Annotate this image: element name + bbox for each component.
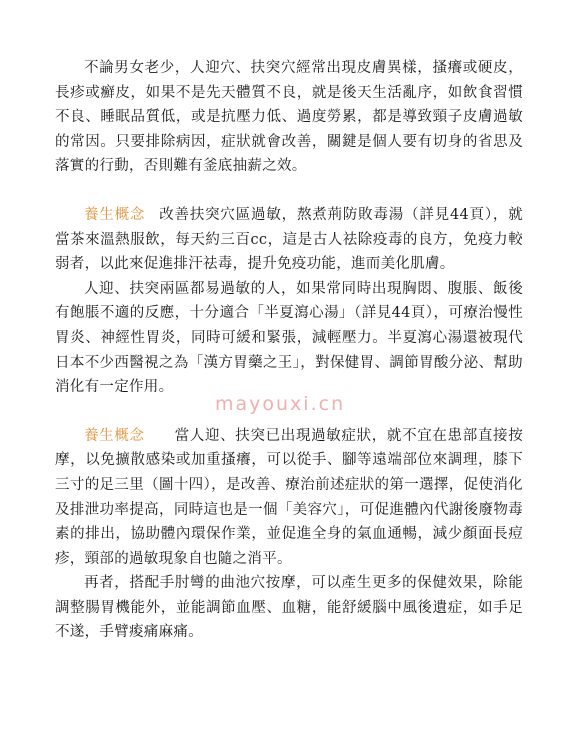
paragraph-health-concept-2 [55,424,523,572]
health-concept-label: 養生概念 [84,206,146,223]
health-concept-label: 養生概念 [84,427,145,444]
site-watermark: mayouxi.cn [215,393,346,415]
paragraph-banxia-decoction [55,277,523,400]
paragraph-text: 當人迎、扶突已出現過敏症狀，就不宜在患部直接按摩，以免擴散感染或加重搔癢，可以從手、腳等遠端部位來調理，膝下三寸的足三里（圖十四），是改善、療治前述症狀的第一選擇，促使消化及排泄功率提高，同時這也是一個「美容穴」，可促進體內代謝後廢物毒素的排出，協助體內環保作業，並促進全身的氣血通暢，減少顏面長痘疹，頸部的過敏現象自也隨之消平。 [55,427,523,567]
paragraph-text: 不論男女老少，人迎穴、扶突穴經常出現皮膚異樣，搔癢或硬皮，長疹或癬皮，如果不是先天體質不良，就是後天生活亂序，如飲食習慣不良、睡眠品質低，或是抗壓力低、過度勞累，都是導致頸子皮膚過敏的常因。只要排除病因，症狀就會改善，關鍵是個人要有切身的省思及落實的行動，否則難有釜底抽薪之效。 [55,60,523,175]
document-page [55,56,523,645]
paragraph-text: 人迎、扶突兩區都易過敏的人，如果常同時出現胸悶、腹脹、飯後有飽脹不適的反應，十分適合「半夏瀉心湯」（詳見44頁），可療治慢性胃炎、神經性胃炎，同時可緩和緊張，減輕壓力。半夏瀉心湯還被現代日本不少西醫視之為「漢方胃藥之王」，對保健胃、調節胃酸分泌、幫助消化有一定作用。 [55,280,523,396]
paragraph-text: 改善扶突穴區過敏，熬煮荊防敗毒湯（詳見44頁），就當茶來溫熱服飲，每天約三百cc，這是古人祛除疫毒的良方，免疫力較弱者，以此來促進排汗祛毒，提升免疫功能，進而美化肌膚。 [55,206,523,273]
paragraph-health-concept-1 [55,203,523,277]
paragraph-text: 再者，搭配手肘彎的曲池穴按摩，可以產生更多的保健效果，除能調整腸胃機能外，並能調節血壓、血糖，能舒緩腦中風後遺症，如手足不遂，手臂痠痛麻痛。 [55,575,523,641]
paragraph-skin-allergy-causes [55,56,523,179]
paragraph-gap [55,400,523,424]
paragraph-quchi-massage [55,571,523,645]
paragraph-gap [55,179,523,203]
